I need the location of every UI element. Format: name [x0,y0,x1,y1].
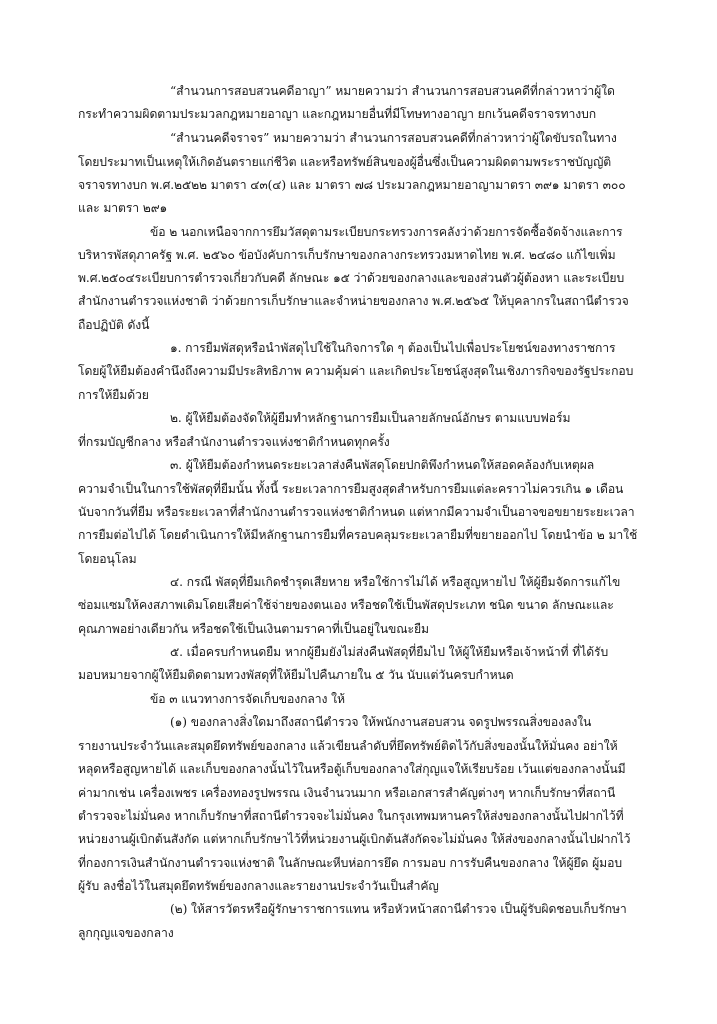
paragraph-line: กระทำความผิดตามประมวลกฎหมายอาญา และกฎหมายอื่นที่มีโทษทางอาญา ยกเว้นคดีจราจรทางบก [78,107,597,121]
paragraph-line: คุณภาพอย่างเดียวกัน หรือชดใช้เป็นเงินตามราคาที่เป็นอยู่ในขณะยืม [78,622,429,636]
paragraph-line: ตำรวจจะไม่มั่นคง หากเก็บรักษาที่สถานีตำรวจจะไม่มั่นคง ในกรุงเทพมหานครให้ส่งของกลางนั้นไปฝากไว้ที่ [78,809,624,823]
paragraph-line: ๑. การยืมพัสดุหรือนำพัสดุไปใช้ในกิจการใด ๆ ต้องเป็นไปเพื่อประโยชน์ของทางราชการ [170,341,616,355]
paragraph-line: ซ่อมแซมให้คงสภาพเดิมโดยเสียค่าใช้จ่ายของตนเอง หรือชดใช้เป็นพัสดุประเภท ชนิด ขนาด ลักษณะและ [78,598,614,612]
paragraph-line: พ.ศ.๒๕๐๔ระเบียบการตำรวจเกี่ยวกับคดี ลักษณะ ๑๕ ว่าด้วยของกลางและของส่วนตัวผู้ต้องหา และระเบียบ [78,271,625,285]
paragraph-line: หน่วยงานผู้เบิกต้นสังกัด แต่หากเก็บรักษาไว้ที่หน่วยงานผู้เบิกต้นสังกัดจะไม่มั่นคง ให้ส่งของกลางนั้นไปฝากไว้ [78,832,631,846]
paragraph-line: ๕. เมื่อครบกำหนดยืม หากผู้ยืมยังไม่ส่งคืนพัสดุที่ยืมไป ให้ผู้ให้ยืมหรือเจ้าหน้าที่ ที่ได้รับ [170,645,609,659]
paragraph-line: นับจากวันที่ยืม หรือระยะเวลาที่สำนักงานตำรวจแห่งชาติกำหนด แต่หากมีความจำเป็นอาจขอขยายระยะเวลา [78,505,635,519]
paragraph-line: “สำนวนการสอบสวนคดีอาญา” หมายความว่า สำนวนการสอบสวนคดีที่กล่าวหาว่าผู้ใด [170,84,615,98]
paragraph-line: (๑) ของกลางสิ่งใดมาถึงสถานีตำรวจ ให้พนักงานสอบสวน จดรูปพรรณสิ่งของลงใน [170,715,592,729]
paragraph-line: โดยประมาทเป็นเหตุให้เกิดอันตรายแก่ชีวิต และหรือทรัพย์สินของผู้อื่นซึ่งเป็นความผิดตามพระราชบัญญัติ [78,155,612,169]
paragraph-line: (๒) ให้สารวัตรหรือผู้รักษาราชการแทน หรือหัวหน้าสถานีตำรวจ เป็นผู้รับผิดชอบเก็บรักษา [170,902,627,916]
paragraph-line: หลุดหรือสูญหายได้ และเก็บของกลางนั้นไว้ในหรือตู้เก็บของกลางใส่กุญแจให้เรียบร้อย เว้นแต่ของกลางนั้นมี [78,762,626,776]
paragraph-line: ความจำเป็นในการใช้พัสดุที่ยืมนั้น ทั้งนี้ ระยะเวลาการยืมสูงสุดสำหรับการยืมแต่ละคราวไม่ควรเกิน ๑ เดือน [78,482,624,496]
paragraph-line: โดยอนุโลม [78,552,137,566]
paragraph-line: ข้อ ๓ แนวทางการจัดเก็บของกลาง ให้ [150,692,345,706]
paragraph-line: บริหารพัสดุภาครัฐ พ.ศ. ๒๕๖๐ ข้อบังคับการเก็บรักษาของกลางกระทรวงมหาดไทย พ.ศ. ๒๔๘๐ แก้ไขเพิ่ม [78,248,616,262]
paragraph-line: มอบหมายจากผู้ให้ยืมติดตามทวงพัสดุที่ให้ยืมไปคืนภายใน ๕ วัน นับแต่วันครบกำหนด [78,668,514,682]
paragraph-line: ข้อ ๒ นอกเหนือจากการยึมวัสดุตามระเบียบกระทรวงการคลังว่าด้วยการจัดซื้อจัดจ้างและการ [150,225,623,239]
paragraph-line: ที่กองการเงินสำนักงานตำรวจแห่งชาติ ในลักษณะหีบห่อการยึด การมอบ การรับคืนของกลาง ให้ผู้ยึด ผู้มอบ [78,856,622,870]
paragraph-line: การยืมต่อไปได้ โดยดำเนินการให้มีหลักฐานการยืมที่ครอบคลุมระยะเวลายืมที่ขยายออกไป โดยนำข้อ ๒ มาใช้ [78,528,638,542]
paragraph-line: โดยผู้ให้ยืมต้องคำนึงถึงความมีประสิทธิภาพ ความคุ้มค่า และเกิดประโยชน์สูงสุดในเชิงภารกิจของรัฐประกอบ [78,364,634,378]
paragraph-line: “สำนวนคดีจราจร” หมายความว่า สำนวนการสอบสวนคดีที่กล่าวหาว่าผู้ใดขับรถในทาง [170,131,617,145]
paragraph-line: รายงานประจำวันและสมุดยึดทรัพย์ของกลาง แล้วเขียนลำดับที่ยึดทรัพย์ติดไว้กับสิ่งของนั้นให้มั่นคง อย่าให้ [78,739,618,753]
paragraph-line: ๓. ผู้ให้ยืมต้องกำหนดระยะเวลาส่งคืนพัสดุโดยปกติพึงกำหนดให้สอดคล้องกับเหตุผล [170,458,595,472]
paragraph-line: ลูกกุญแจของกลาง [78,926,174,940]
paragraph-line: ๒. ผู้ให้ยืมต้องจัดให้ผู้ยืมทำหลักฐานการยืมเป็นลายลักษณ์อักษร ตามแบบฟอร์ม [170,411,571,425]
paragraph-line: จราจรทางบก พ.ศ.๒๕๒๒ มาตรา ๔๓(๔) และ มาตรา ๗๘ ประมวลกฎหมายอาญามาตรา ๓๙๑ มาตรา ๓๐๐ [78,178,626,192]
paragraph-line: ถือปฏิบัติ ดังนี้ [78,318,150,332]
paragraph-line: สำนักงานตำรวจแห่งชาติ ว่าด้วยการเก็บรักษาและจำหน่ายของกลาง พ.ศ.๒๕๖๕ ให้บุคลากรในสถานีตำรวจ [78,294,629,308]
paragraph-line: ผู้รับ ลงชื่อไว้ในสมุดยึดทรัพย์ของกลางและรายงานประจำวันเป็นสำคัญ [78,879,439,893]
paragraph-line: ๔. กรณี พัสดุที่ยืมเกิดชำรุดเสียหาย หรือใช้การไม่ได้ หรือสูญหายไป ให้ผู้ยืมจัดการแก้ไข [170,575,621,589]
paragraph-line: การให้ยืมด้วย [78,388,149,402]
paragraph-line: และ มาตรา ๒๙๑ [78,201,168,215]
paragraph-line: ค่ามากเช่น เครื่องเพชร เครื่องทองรูปพรรณ เงินจำนวนมาก หรือเอกสารสำคัญต่างๆ หากเก็บรักษาที่สถานี [78,786,616,800]
paragraph-line: ที่กรมบัญชีกลาง หรือสำนักงานตำรวจแห่งชาติกำหนดทุกครั้ง [78,435,390,449]
